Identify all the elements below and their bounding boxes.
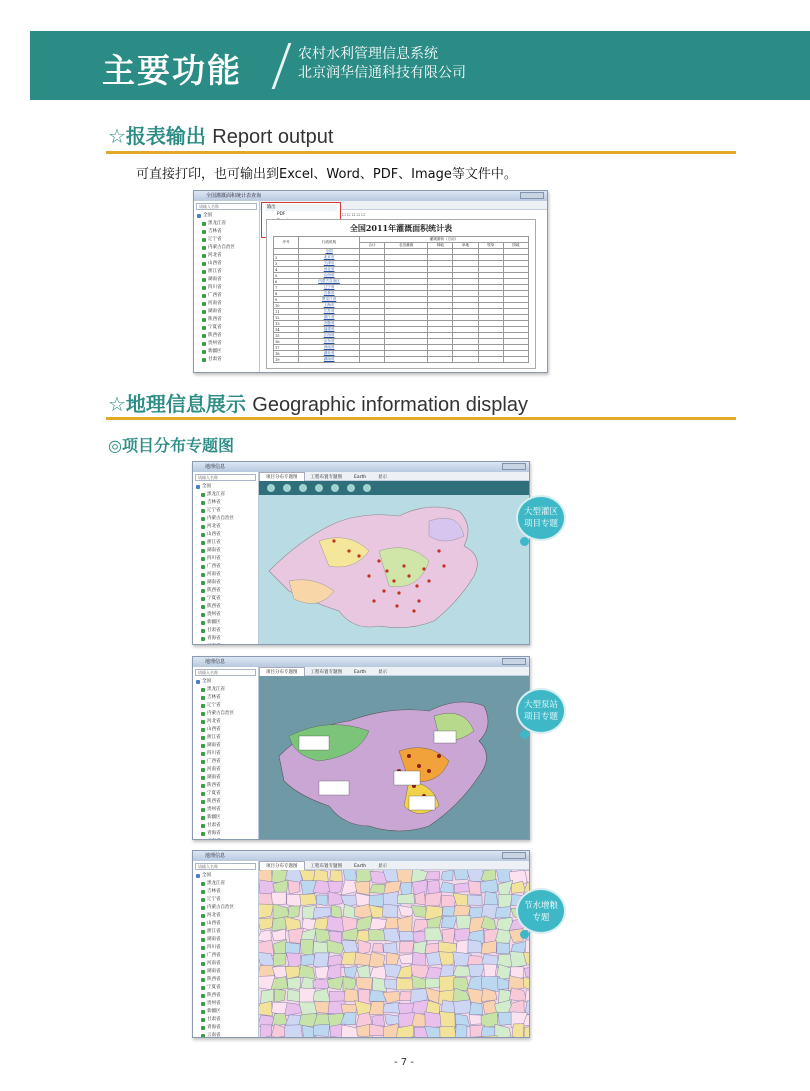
section-geo-title-cn: ☆地理信息展示 xyxy=(108,392,246,416)
tree-node[interactable]: 辽宁省 xyxy=(196,236,257,244)
popup-water-saving: 节水增粮 专题 xyxy=(518,890,564,932)
tree-node[interactable]: 山西省 xyxy=(195,726,256,734)
table-cell-region[interactable]: 河北省 xyxy=(299,267,360,273)
col-header: 草地 xyxy=(453,243,478,249)
county-map xyxy=(259,870,530,1038)
tree-node[interactable]: 河北省 xyxy=(196,252,257,260)
table-cell-no: 4 xyxy=(274,267,299,273)
tree-node[interactable]: 陕西省 xyxy=(195,992,256,1000)
map-tabs xyxy=(259,472,529,481)
tree-node[interactable]: 四川省 xyxy=(196,284,257,292)
table-cell-no: 3 xyxy=(274,261,299,267)
tree-node[interactable]: 宁夏省 xyxy=(196,324,257,332)
tree-node[interactable]: 湖南省 xyxy=(195,742,256,750)
col-header: 园地 xyxy=(503,243,528,249)
tree-node[interactable]: 陕西省 xyxy=(195,798,256,806)
report-search-input[interactable]: 请输入名称 xyxy=(196,203,257,210)
window-controls[interactable] xyxy=(502,658,526,665)
table-cell-no: 17 xyxy=(274,345,299,351)
tree-node[interactable]: 青海省 xyxy=(195,1024,256,1032)
china-map xyxy=(259,481,530,645)
table-cell-region[interactable]: 江苏省 xyxy=(299,309,360,315)
map-window-pumping xyxy=(192,656,530,840)
section-report-heading xyxy=(108,120,334,149)
header-banner xyxy=(30,31,810,100)
map-tree-panel xyxy=(193,861,259,1037)
table-cell-region[interactable]: 黑龙江省 xyxy=(299,297,360,303)
section-geo-heading xyxy=(108,388,528,417)
popup-pumping: 大型泵站 项目专题 xyxy=(518,690,564,732)
tree-node[interactable]: 黑龙江省 xyxy=(195,491,256,499)
table-cell-region[interactable]: 浙江省 xyxy=(299,315,360,321)
tree-node[interactable] xyxy=(195,643,256,645)
export-button[interactable]: 输出 xyxy=(265,204,337,211)
map-tab[interactable]: 项目分布专题图 xyxy=(259,667,305,677)
map-window-title: 地理信息 xyxy=(205,464,226,470)
banner-subtitle xyxy=(298,45,466,83)
col-header: 林地 xyxy=(428,243,453,249)
report-window-title: 全国灌溉面积统计表查询 xyxy=(206,193,262,199)
table-cell-no: 6 xyxy=(274,279,299,285)
table-cell-no: 13 xyxy=(274,321,299,327)
banner-divider xyxy=(272,43,292,89)
banner-subtitle-system: 农村水利管理信息系统 xyxy=(298,46,438,62)
tree-node[interactable]: 河南省 xyxy=(195,960,256,968)
tree-node[interactable]: 辽宁省 xyxy=(195,896,256,904)
tree-node[interactable]: 内蒙古自治区 xyxy=(196,244,257,252)
map-search-input[interactable]: 请输入名称 xyxy=(195,863,256,870)
tree-node[interactable]: 河北省 xyxy=(195,718,256,726)
tree-node[interactable]: 辽宁省 xyxy=(195,702,256,710)
table-cell-no: 12 xyxy=(274,315,299,321)
table-cell-region[interactable]: 辽宁省 xyxy=(299,285,360,291)
section-divider xyxy=(106,151,736,154)
report-table xyxy=(273,236,529,363)
popup-irrigation: 大型灌区 项目专题 xyxy=(518,497,564,539)
tree-node[interactable]: 陕西省 xyxy=(195,603,256,611)
tree-node[interactable]: 内蒙古自治区 xyxy=(195,904,256,912)
map-tab[interactable]: 工程布置专题图 xyxy=(310,864,342,869)
tree-node-root[interactable]: 全国 xyxy=(195,483,256,491)
tree-node-root[interactable]: 全国 xyxy=(195,872,256,880)
col-header: 牧草 xyxy=(478,243,503,249)
table-cell-no: 11 xyxy=(274,309,299,315)
tree-node[interactable]: 吉林省 xyxy=(195,694,256,702)
tree-node-root[interactable]: 全国 xyxy=(196,212,257,220)
tree-node[interactable]: 广西省 xyxy=(196,292,257,300)
map-tab[interactable]: Earth xyxy=(354,475,367,480)
tree-node[interactable]: 新疆区 xyxy=(195,1008,256,1016)
tree-node[interactable]: 甘肃省 xyxy=(196,356,257,364)
tree-node[interactable]: 河北省 xyxy=(195,912,256,920)
map-view[interactable] xyxy=(259,481,529,644)
tree-node[interactable]: 青海省 xyxy=(195,635,256,643)
tree-node[interactable]: 河南省 xyxy=(195,571,256,579)
tree-node[interactable]: 陕西省 xyxy=(195,587,256,595)
map-tab[interactable]: 显示 xyxy=(378,670,388,675)
map-search-input[interactable]: 请输入名称 xyxy=(195,669,256,676)
tree-node[interactable]: 青海省 xyxy=(195,830,256,838)
tree-node[interactable]: 湖南省 xyxy=(195,968,256,976)
tree-node[interactable]: 湖南省 xyxy=(196,308,257,316)
tree-node[interactable]: 内蒙古自治区 xyxy=(195,515,256,523)
map-view[interactable] xyxy=(259,870,529,1037)
map-window-title: 地理信息 xyxy=(205,853,226,859)
map-tab[interactable]: 工程布置专题图 xyxy=(310,670,342,675)
window-controls[interactable] xyxy=(520,192,544,199)
map-window-title: 地理信息 xyxy=(205,659,226,665)
map-tab[interactable]: Earth xyxy=(354,670,367,675)
tree-node[interactable]: 山西省 xyxy=(195,920,256,928)
tree-node[interactable]: 黑龙江省 xyxy=(195,880,256,888)
tree-node[interactable]: 新疆区 xyxy=(196,348,257,356)
tree-node[interactable]: 陕西省 xyxy=(195,976,256,984)
tree-node[interactable]: 宁夏省 xyxy=(195,790,256,798)
col-region-header: 行政机构 xyxy=(299,237,360,249)
col-group-header: 灌溉面积（万亩） xyxy=(359,237,528,243)
tree-node[interactable]: 广西省 xyxy=(195,952,256,960)
report-options: ☐ ☐ ☐ ☐ ☐ xyxy=(342,212,366,217)
tree-node[interactable]: 贵州省 xyxy=(195,611,256,619)
tree-node[interactable]: 新疆区 xyxy=(195,619,256,627)
tree-node[interactable]: 陕西省 xyxy=(195,782,256,790)
col-header: 农田灌溉 xyxy=(385,243,428,249)
table-cell-no: 18 xyxy=(274,351,299,357)
table-row xyxy=(274,357,529,363)
tree-node[interactable]: 四川省 xyxy=(195,750,256,758)
tree-node[interactable]: 河北省 xyxy=(195,523,256,531)
tree-node[interactable]: 浙江省 xyxy=(195,539,256,547)
tree-node[interactable]: 河南省 xyxy=(196,300,257,308)
table-cell-region[interactable]: 吉林省 xyxy=(299,291,360,297)
tree-node[interactable]: 山西省 xyxy=(196,260,257,268)
map-tab[interactable]: 项目分布专题图 xyxy=(259,861,305,871)
table-cell-no: 19 xyxy=(274,357,299,363)
map-tab[interactable]: 显示 xyxy=(378,475,388,480)
table-cell-region[interactable]: 天津市 xyxy=(299,261,360,267)
china-map xyxy=(259,676,530,840)
map-tab[interactable]: Earth xyxy=(354,864,367,869)
tree-node[interactable]: 贵州省 xyxy=(196,340,257,348)
report-table-title: 全国2011年灌溉面积统计表 xyxy=(349,223,453,233)
tree-node[interactable]: 甘肃省 xyxy=(195,1016,256,1024)
tree-node[interactable]: 湖南省 xyxy=(195,936,256,944)
tree-node[interactable]: 宁夏省 xyxy=(195,595,256,603)
tree-node[interactable]: 四川省 xyxy=(195,555,256,563)
section-geo-title-en: Geographic information display xyxy=(252,394,528,416)
tree-node[interactable]: 四川省 xyxy=(195,944,256,952)
table-cell-no: 2 xyxy=(274,255,299,261)
report-window-titlebar xyxy=(194,191,547,201)
tree-node[interactable]: 浙江省 xyxy=(195,734,256,742)
tree-node[interactable]: 河南省 xyxy=(195,766,256,774)
table-cell-no: 7 xyxy=(274,285,299,291)
tree-node[interactable]: 黑龙江省 xyxy=(195,686,256,694)
tree-node[interactable]: 宁夏省 xyxy=(195,984,256,992)
subsection-heading: ◎项目分布专题图 xyxy=(108,436,234,455)
window-controls[interactable] xyxy=(502,852,526,859)
table-cell-region[interactable]: 福建省 xyxy=(299,327,360,333)
tree-node[interactable]: 贵州省 xyxy=(195,1000,256,1008)
tree-node[interactable]: 黑龙江省 xyxy=(196,220,257,228)
map-search-input[interactable]: 请输入名称 xyxy=(195,474,256,481)
map-tab[interactable]: 项目分布专题图 xyxy=(259,472,305,482)
export-menu-item[interactable]: PDF xyxy=(277,212,286,217)
tree-node[interactable]: 吉林省 xyxy=(196,228,257,236)
col-no-header: 序号 xyxy=(274,237,299,249)
map-window-water-saving xyxy=(192,850,530,1038)
tree-node[interactable]: 吉林省 xyxy=(195,499,256,507)
tree-node[interactable]: 山西省 xyxy=(195,531,256,539)
tree-node[interactable]: 湖南省 xyxy=(195,579,256,587)
table-cell-region[interactable]: 安徽省 xyxy=(299,321,360,327)
tree-node[interactable]: 甘肃省 xyxy=(195,627,256,635)
tree-node[interactable]: 内蒙古自治区 xyxy=(195,710,256,718)
table-cell-no: 5 xyxy=(274,273,299,279)
col-header: 合计 xyxy=(359,243,384,249)
table-cell-region[interactable]: 河南省 xyxy=(299,345,360,351)
tree-node-root[interactable]: 全国 xyxy=(195,678,256,686)
table-cell-region[interactable]: 湖南省 xyxy=(299,357,360,363)
report-window xyxy=(193,190,548,373)
tree-node[interactable]: 吉林省 xyxy=(195,888,256,896)
tree-node[interactable]: 辽宁省 xyxy=(195,507,256,515)
table-cell-region[interactable]: 湖北省 xyxy=(299,351,360,357)
report-table-area xyxy=(266,219,536,369)
map-tree-panel xyxy=(193,472,259,644)
tree-node[interactable]: 湖南省 xyxy=(195,547,256,555)
section-report-title-en: Report output xyxy=(212,126,334,148)
tree-node[interactable]: 云南省 xyxy=(195,1032,256,1038)
tree-node[interactable]: 广西省 xyxy=(195,563,256,571)
page-number: - 7 - xyxy=(394,1057,414,1068)
table-cell-no: 8 xyxy=(274,291,299,297)
tree-node[interactable]: 陕西省 xyxy=(196,316,257,324)
tree-node[interactable]: 贵州省 xyxy=(195,806,256,814)
tree-node[interactable]: 浙江省 xyxy=(195,928,256,936)
table-cell-region[interactable]: 内蒙古自治区 xyxy=(299,279,360,285)
map-tabs xyxy=(259,861,529,870)
banner-subtitle-company: 北京润华信通科技有限公司 xyxy=(298,65,466,81)
map-window-irrigation xyxy=(192,461,530,645)
table-cell-region[interactable]: 北京市 xyxy=(299,255,360,261)
map-view[interactable] xyxy=(259,676,529,839)
tree-node[interactable]: 新疆区 xyxy=(195,814,256,822)
report-tree-panel xyxy=(194,201,260,372)
map-tab[interactable]: 显示 xyxy=(378,864,388,869)
tree-node[interactable]: 浙江省 xyxy=(196,268,257,276)
tree-node[interactable] xyxy=(195,838,256,840)
banner-title: 主要功能 xyxy=(102,51,242,90)
report-description: 可直接打印，也可输出到Excel、Word、PDF、Image等文件中。 xyxy=(136,167,517,182)
table-cell-no: 15 xyxy=(274,333,299,339)
table-cell-region[interactable]: 山东省 xyxy=(299,339,360,345)
table-cell-region[interactable]: 山西省 xyxy=(299,273,360,279)
table-cell-region[interactable]: 江西省 xyxy=(299,333,360,339)
table-cell-no: 16 xyxy=(274,339,299,345)
tree-node[interactable]: 湖南省 xyxy=(195,774,256,782)
window-controls[interactable] xyxy=(502,463,526,470)
table-cell-region[interactable]: 上海市 xyxy=(299,303,360,309)
map-tabs xyxy=(259,667,529,676)
map-tab[interactable]: 工程布置专题图 xyxy=(310,475,342,480)
table-cell-no: 10 xyxy=(274,303,299,309)
section-report-title-cn: ☆报表输出 xyxy=(108,124,206,148)
map-tree-panel xyxy=(193,667,259,839)
table-cell-no: 9 xyxy=(274,297,299,303)
tree-node[interactable]: 甘肃省 xyxy=(195,822,256,830)
tree-node[interactable]: 陕西省 xyxy=(196,332,257,340)
tree-node[interactable]: 广西省 xyxy=(195,758,256,766)
table-cell-no: 14 xyxy=(274,327,299,333)
table-cell-region[interactable]: 全国 xyxy=(299,249,360,255)
tree-node[interactable]: 湖南省 xyxy=(196,276,257,284)
section-divider xyxy=(106,417,736,420)
